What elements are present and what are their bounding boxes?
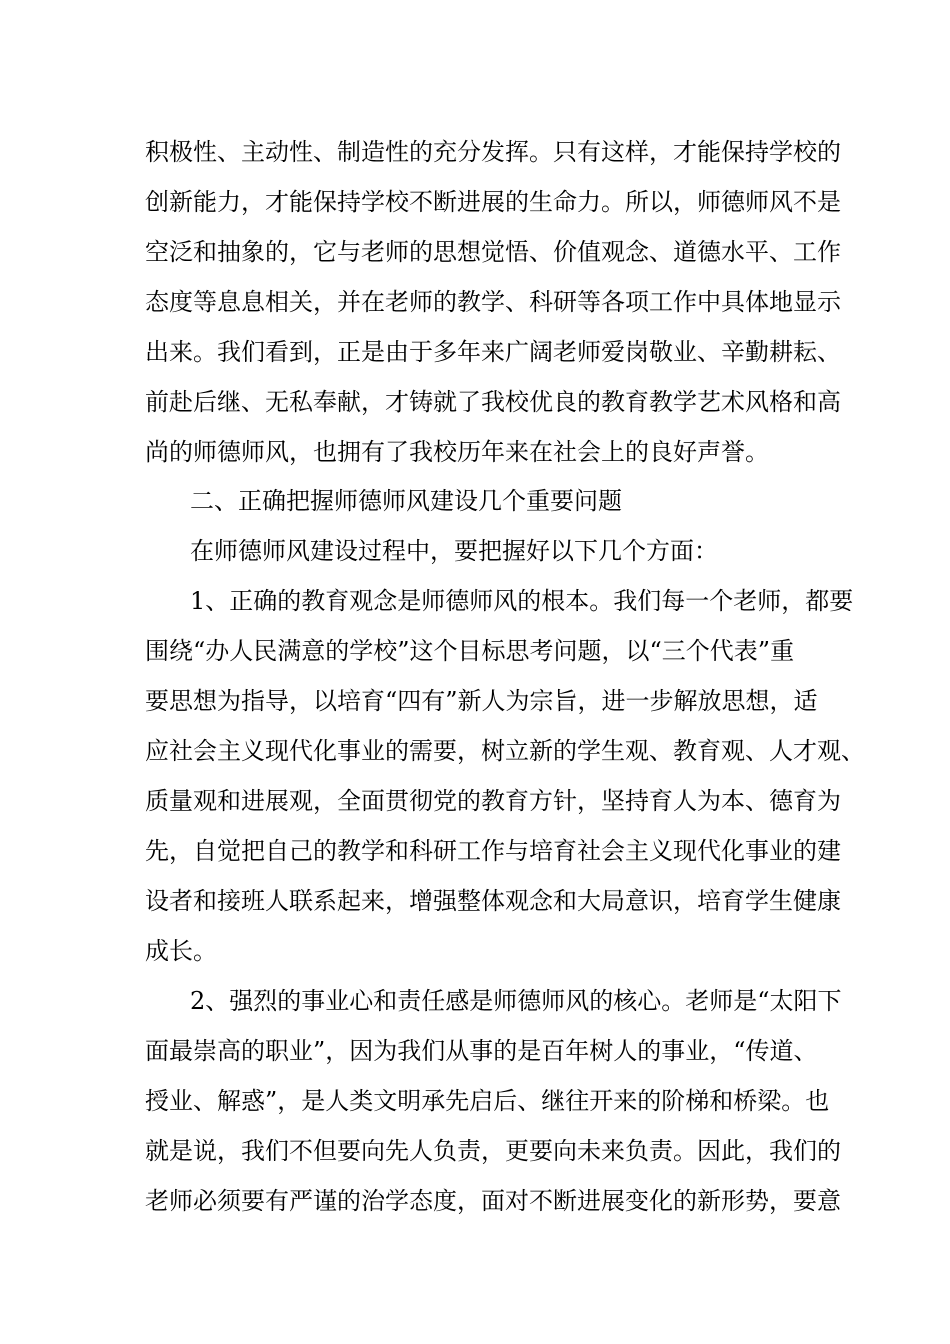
text-line: 态度等息息相关，并在老师的教学、科研等各项工作中具体地显示	[145, 288, 841, 316]
text-line: 1、正确的教育观念是师德师风的根本。我们每一个老师，都要	[190, 587, 854, 615]
text-line: 创新能力，才能保持学校不断进展的生命力。所以，师德师风不是	[145, 188, 841, 216]
section-heading: 二、正确把握师德师风建设几个重要问题	[190, 487, 622, 515]
text-line: 应社会主义现代化事业的需要，树立新的学生观、教育观、人才观、	[145, 737, 865, 765]
text-line: 要思想为指导，以培育“四有”新人为宗旨，进一步解放思想，适	[145, 687, 818, 715]
text-line: 出来。我们看到，正是由于多年来广阔老师爱岗敬业、辛勤耕耘、	[145, 338, 841, 366]
text-line: 尚的师德师风，也拥有了我校历年来在社会上的良好声誉。	[145, 438, 769, 466]
text-line: 2、强烈的事业心和责任感是师德师风的核心。老师是“太阳下	[190, 987, 842, 1015]
text-line: 空泛和抽象的，它与老师的思想觉悟、价值观念、道德水平、工作	[145, 238, 841, 266]
text-line: 面最崇高的职业”，因为我们从事的是百年树人的事业，“传道、	[145, 1037, 818, 1065]
text-line: 成长。	[145, 937, 217, 965]
text-line: 设者和接班人联系起来，增强整体观念和大局意识，培育学生健康	[145, 887, 841, 915]
text-line: 前赴后继、无私奉献，才铸就了我校优良的教育教学艺术风格和高	[145, 388, 841, 416]
text-line: 质量观和进展观，全面贯彻党的教育方针，坚持育人为本、德育为	[145, 787, 841, 815]
text-line: 围绕“办人民满意的学校”这个目标思考问题，以“三个代表”重	[145, 637, 795, 665]
text-line: 在师德师风建设过程中，要把握好以下几个方面：	[190, 537, 718, 565]
text-line: 就是说，我们不但要向先人负责，更要向未来负责。因此，我们的	[145, 1137, 841, 1165]
text-line: 授业、解惑”，是人类文明承先启后、继往开来的阶梯和桥梁。也	[145, 1087, 830, 1115]
text-line: 老师必须要有严谨的治学态度，面对不断进展变化的新形势，要意	[145, 1187, 841, 1215]
text-line: 积极性、主动性、制造性的充分发挥。只有这样，才能保持学校的	[145, 138, 841, 166]
text-line: 先，自觉把自己的教学和科研工作与培育社会主义现代化事业的建	[145, 837, 841, 865]
